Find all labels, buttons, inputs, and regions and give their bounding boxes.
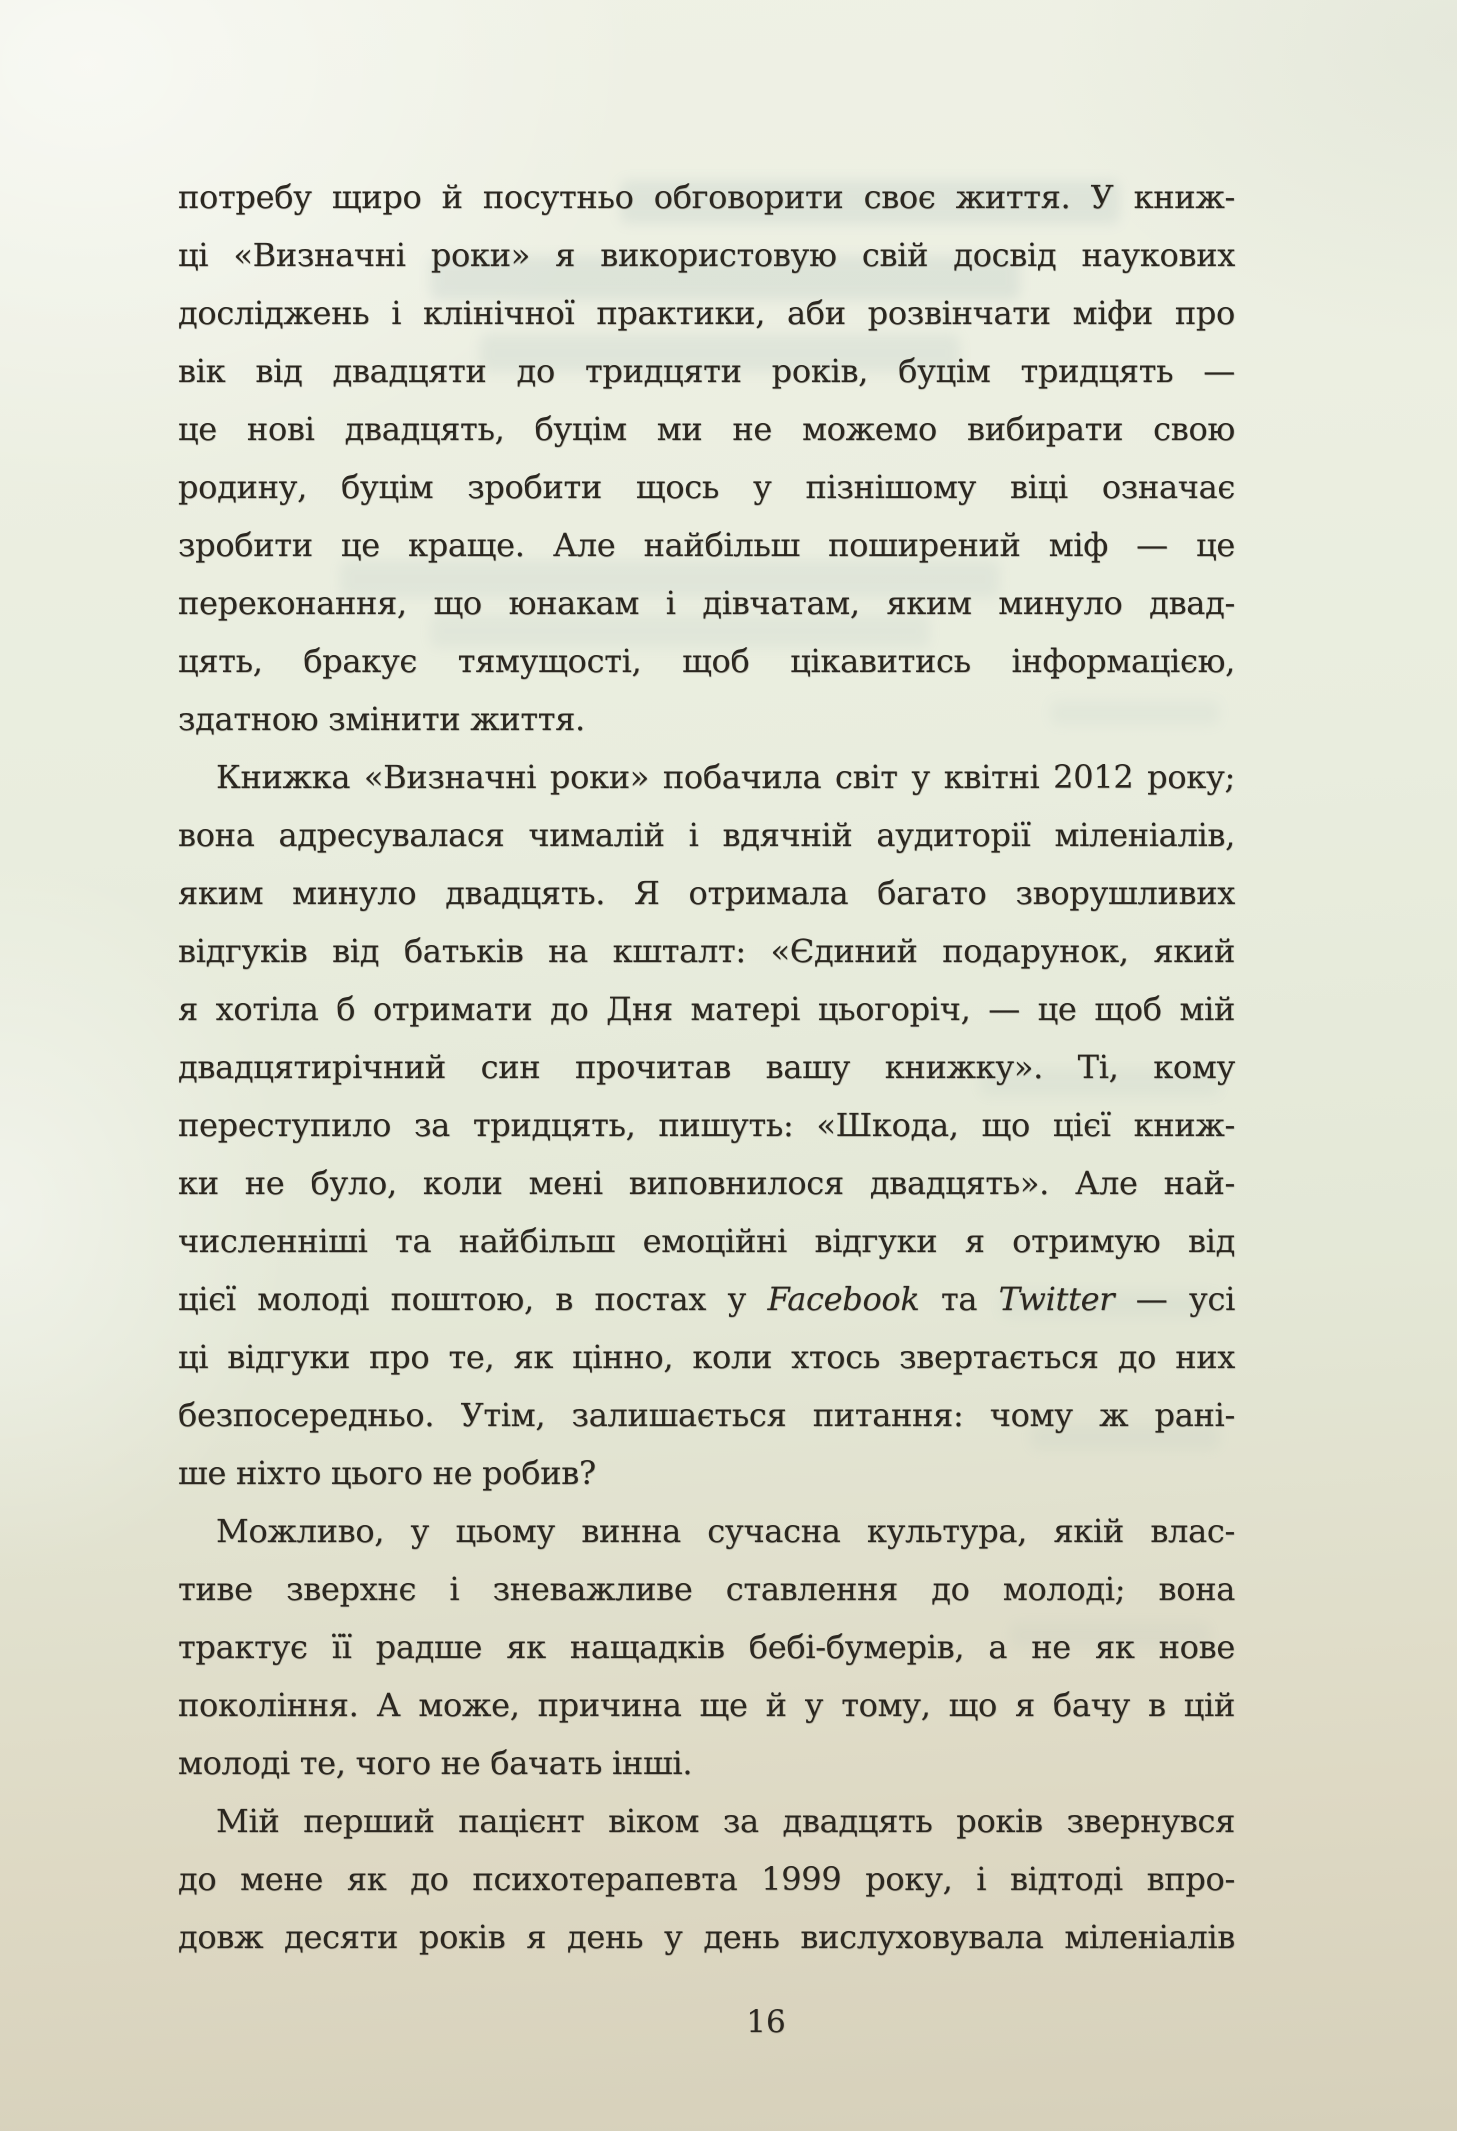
text-line: молоді те, чого не бачать інші. [178, 1744, 693, 1782]
text-line: я хотіла б отримати до Дня матері цьогоріч, — це щоб мій [178, 990, 1235, 1028]
text-segment: — усі [1135, 1280, 1235, 1318]
text-line: досліджень і клінічної практики, аби розвінчати міфи про [178, 294, 1235, 332]
text-line: покоління. А може, причина ще й у тому, що я бачу в цій [178, 1686, 1235, 1724]
text-line: яким минуло двадцять. Я отримала багато зворушливих [178, 874, 1235, 912]
text-line: трактує її радше як нащадків бебі-бумерів, а не як нове [178, 1628, 1235, 1666]
text-line [178, 1270, 1235, 1328]
text-line: двадцятирічний син прочитав вашу книжку». Ті, кому [178, 1048, 1235, 1086]
text-line: довж десяти років я день у день вислуховувала міленіалів [178, 1918, 1235, 1956]
page-number: 16 [746, 2004, 786, 2040]
text-line: зробити це краще. Але найбільш поширений міф — це [178, 526, 1235, 564]
text-line: ці відгуки про те, як цінно, коли хтось звертається до них [178, 1338, 1235, 1376]
text-line: потребу щиро й посутньо обговорити своє життя. У книж- [178, 178, 1235, 216]
text-segment: та [940, 1280, 978, 1318]
text-line: вона адресувалася чималій і вдячній аудиторії міленіалів, [178, 816, 1235, 854]
word-facebook: Facebook [767, 1280, 920, 1318]
text-line: ки не було, коли мені виповнилося двадцять». Але най- [178, 1164, 1235, 1202]
text-line: це нові двадцять, буцім ми не можемо вибирати свою [178, 410, 1235, 448]
text-line: тиве зверхнє і зневажливе ставлення до молоді; вона [178, 1570, 1235, 1608]
text-line: безпосередньо. Утім, залишається питання: чому ж рані- [178, 1396, 1235, 1434]
text-line: вік від двадцяти до тридцяти років, буцім тридцять — [178, 352, 1235, 390]
text-line: Книжка «Визначні роки» побачила світ у квітні 2012 року; [216, 758, 1235, 796]
text-line: відгуків від батьків на кшталт: «Єдиний подарунок, який [178, 932, 1235, 970]
paragraph-1 [178, 168, 1235, 748]
text-segment: цієї молоді поштою, в постах у [178, 1280, 747, 1318]
paragraph-2 [178, 748, 1235, 1502]
text-line: переконання, що юнакам і дівчатам, яким минуло двад- [178, 584, 1235, 622]
text-line: переступило за тридцять, пишуть: «Шкода, що цієї книж- [178, 1106, 1235, 1144]
text-line: Мій перший пацієнт віком за двадцять років звернувся [216, 1802, 1235, 1840]
text-line: родину, буцім зробити щось у пізнішому віці означає [178, 468, 1235, 506]
text-line: численніші та найбільш емоційні відгуки я отримую від [178, 1222, 1235, 1260]
word-twitter: Twitter [998, 1280, 1115, 1318]
text-line: ше ніхто цього не робив? [178, 1454, 596, 1492]
text-line: Можливо, у цьому винна сучасна культура, якій влас- [216, 1512, 1235, 1550]
paragraph-4 [178, 1792, 1235, 1966]
text-line: ці «Визначні роки» я використовую свій досвід наукових [178, 236, 1235, 274]
text-line: здатною змінити життя. [178, 700, 585, 738]
paragraph-3 [178, 1502, 1235, 1792]
text-line: цять, бракує тямущості, щоб цікавитись інформацією, [178, 642, 1235, 680]
text-line: до мене як до психотерапевта 1999 року, і відтоді впро- [178, 1860, 1235, 1898]
body-text-block [178, 168, 1235, 1966]
